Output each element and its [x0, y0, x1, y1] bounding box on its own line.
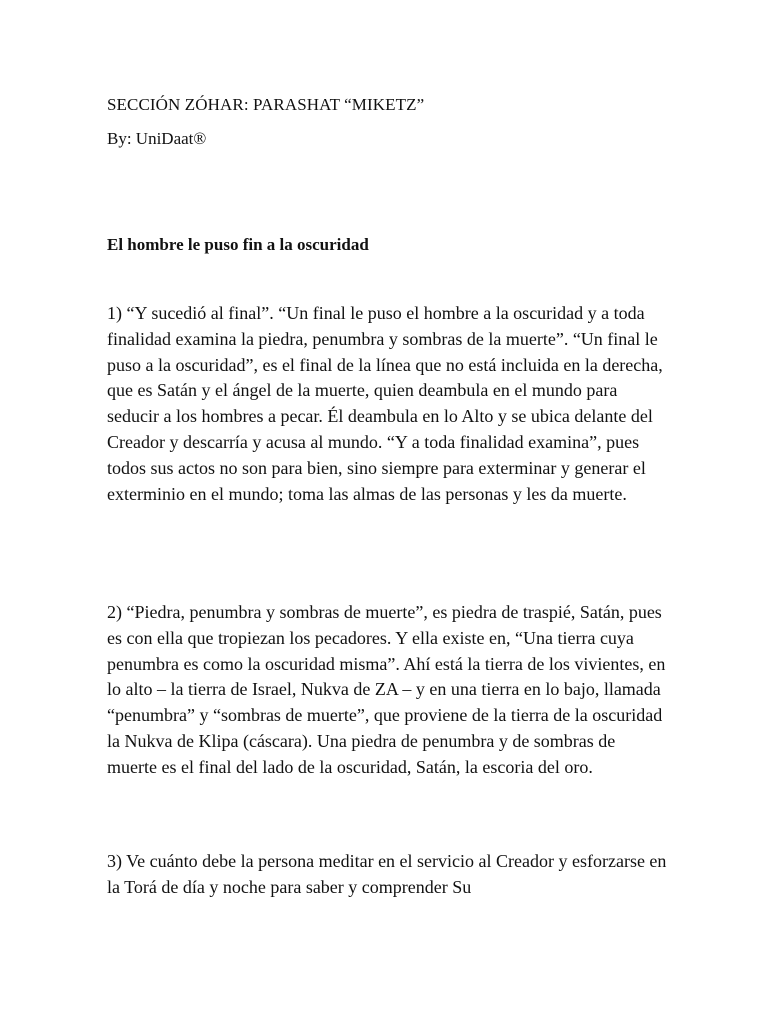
paragraph-1: 1) “Y sucedió al final”. “Un final le puso el hombre a la oscuridad y a toda finalidad examina la piedra, penumbra y sombras de la muerte”. “Un final le puso a la oscuridad”, es el final de la línea que no está incluida en la derecha, que es Satán y el ángel de la muerte, quien deambula en el mundo para seducir a los hombres a pecar. Él deambula en lo Alto y se ubica delante del Creador y descarría y acusa al mundo. “Y a toda finalidad examina”, pues todos sus actos no son para bien, sino siempre para exterminar y generar el exterminio en el mundo; toma las almas de las personas y les da muerte.	[107, 303, 663, 504]
paragraph-2: 2) “Piedra, penumbra y sombras de muerte”, es piedra de traspié, Satán, pues es con ella que tropiezan los pecadores. Y ella existe en, “Una tierra cuya penumbra es como la oscuridad misma”. Ahí está la tierra de los vivientes, en lo alto – la tierra de Israel, Nukva de ZA – y en una tierra en lo bajo, llamada “penumbra” y “sombras de muerte”, que proviene de la tierra de la oscuridad la Nukva de Klipa (cáscara). Una piedra de penumbra y de sombras de muerte es el final del lado de la oscuridad, Satán, la escoria del oro.	[107, 602, 666, 777]
document-page	[107, 92, 667, 897]
document-title: SECCIÓN ZÓHAR: PARASHAT “MIKETZ”	[107, 95, 425, 114]
author-byline: By: UniDaat®	[107, 129, 207, 148]
paragraph-3: 3) Ve cuánto debe la persona meditar en el servicio al Creador y esforzarse en la Torá de día y noche para saber y comprender Su	[107, 851, 667, 897]
section-heading: El hombre le puso fin a la oscuridad	[107, 235, 369, 254]
